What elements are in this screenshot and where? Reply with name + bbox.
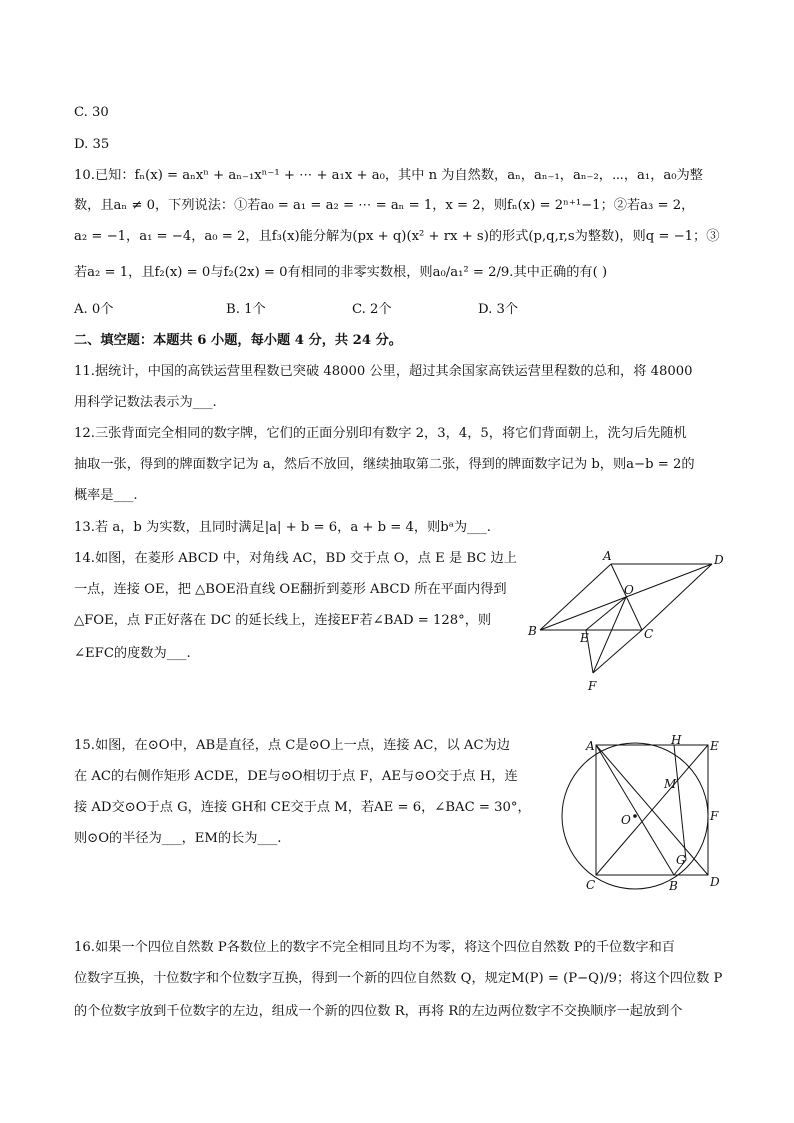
segment-oe [586, 597, 626, 630]
q15-text-line-1: 15.如图，在⊙O中，AB是直径，点 C是⊙O上一点，连接 AC，以 AC为边 [74, 738, 510, 753]
q14-figure [520, 542, 730, 702]
label-b: B [528, 624, 537, 638]
label-a: A [586, 739, 595, 753]
label-o: O [621, 813, 631, 827]
q10-option-c: C. 2个 [352, 302, 392, 317]
center-point-o [633, 814, 637, 818]
q14-text-line-1: 14.如图，在菱形 ABCD 中，对角线 AC，BD 交于点 O，点 E 是 BC 边上 [74, 551, 517, 566]
q14-rhombus-diagram [520, 542, 730, 702]
q12-text-line-3: 概率是___. [74, 488, 138, 503]
label-a: A [603, 549, 612, 563]
side-ab [540, 564, 611, 630]
label-h: H [671, 733, 682, 747]
q14-text-line-3: △FOE，点 F正好落在 DC 的延长线上，连接EF若∠BAD = 128°，则 [74, 613, 492, 628]
q16-text-line-1: 16.如果一个四位自然数 P各数位上的数字不完全相同且均不为零，将这个四位自然数 P的千位数字和百 [74, 940, 675, 955]
q15-text-line-4: 则⊙O的半径为___，EM的长为___. [74, 831, 282, 846]
label-d: D [714, 553, 724, 567]
q15-text-line-2: 在 AC的右侧作矩形 ACDE，DE与⊙O相切于点 F，AE与⊙O交于点 H，连 [74, 769, 518, 784]
q9-option-c: C. 30 [74, 105, 109, 120]
q12-text-line-2: 抽取一张，得到的牌面数字记为 a，然后不放回，继续抽取第二张，得到的牌面数字记为 b，则a−b = 2的 [74, 457, 695, 472]
q10-option-d: D. 3个 [478, 302, 519, 317]
q10-text-line-2: 数，且aₙ ≠ 0，下列说法：①若a₀ = a₁ = a₂ = ⋯ = aₙ = 1，x = 2，则fₙ(x) = 2ⁿ⁺¹−1；②若a₃ = 2， [74, 198, 695, 213]
q11-text-line-1: 11.据统计，中国的高铁运营里程数已突破 48000 公里，超过其余国家高铁运营里程数的总和，将 48000 [74, 364, 693, 379]
q15-text-line-3: 接 AD交⊙O于点 G，连接 GH和 CE交于点 M，若AE = 6，∠BAC = 30°， [74, 800, 531, 815]
q10-text-line-1: 10.已知：fₙ(x) = aₙxⁿ + aₙ₋₁xⁿ⁻¹ + ⋯ + a₁x + a₀，其中 n 为自然数，aₙ，aₙ₋₁，aₙ₋₂，⋯，a₁，a₀为整 [74, 168, 703, 183]
label-b: B [669, 879, 678, 893]
q14-text-line-2: 一点，连接 OE，把 △BOE沿直线 OE翻折到菱形 ABCD 所在平面内得到 [74, 582, 507, 597]
q16-text-line-3: 的个位数字放到千位数字的左边，组成一个新的四位数 R，再将 R的左边两位数字不交换顺序一起放到个 [74, 1004, 683, 1019]
label-c: C [586, 878, 596, 892]
q10-option-a: A. 0个 [74, 302, 114, 317]
q10-option-b: B. 1个 [226, 302, 266, 317]
label-d: D [710, 875, 720, 889]
q10-text-line-4: 若a₂ = 1，且f₂(x) = 0与f₂(2x) = 0有相同的非零实数根，则a₀/a₁² = 2/9.其中正确的有( ) [74, 265, 608, 280]
segment-of [593, 597, 626, 673]
label-m: M [664, 777, 677, 791]
diameter-ab [596, 745, 674, 875]
label-e: E [580, 631, 589, 645]
label-e: E [710, 739, 719, 753]
q16-text-line-2: 位数字互换，十位数字和个位数字互换，得到一个新的四位自然数 Q，规定M(P) = (P−Q)/9；将这个四位数 P [74, 971, 723, 986]
q13-text: 13.若 a，b 为实数，且同时满足|a| + b = 6，a + b = 4，则bᵃ为___. [74, 520, 491, 535]
section-2-heading: 二、填空题：本题共 6 小题，每小题 4 分，共 24 分。 [74, 333, 402, 348]
extension-cf [593, 630, 642, 673]
label-g: G [676, 853, 686, 867]
label-c: C [644, 627, 654, 641]
q9-option-d: D. 35 [74, 137, 110, 152]
q15-circle-rectangle-diagram [550, 728, 730, 898]
q12-text-line-1: 12.三张背面完全相同的数字牌，它们的正面分别印有数字 2，3，4，5，将它们背面朝上，洗匀后先随机 [74, 426, 687, 441]
q11-text-line-2: 用科学记数法表示为___. [74, 395, 217, 410]
label-f: F [710, 809, 719, 823]
side-dc [642, 564, 712, 630]
q10-options [74, 300, 734, 320]
label-o: O [624, 583, 634, 597]
label-f: F [588, 679, 597, 693]
q14-text-line-4: ∠EFC的度数为___. [74, 646, 191, 661]
q15-figure [550, 728, 730, 898]
q10-text-line-3: a₂ = −1，a₁ = −4，a₀ = 2，且f₃(x)能分解为(px + q)(x² + rx + s)的形式(p,q,r,s为整数)，则q = −1；③ [74, 229, 720, 244]
